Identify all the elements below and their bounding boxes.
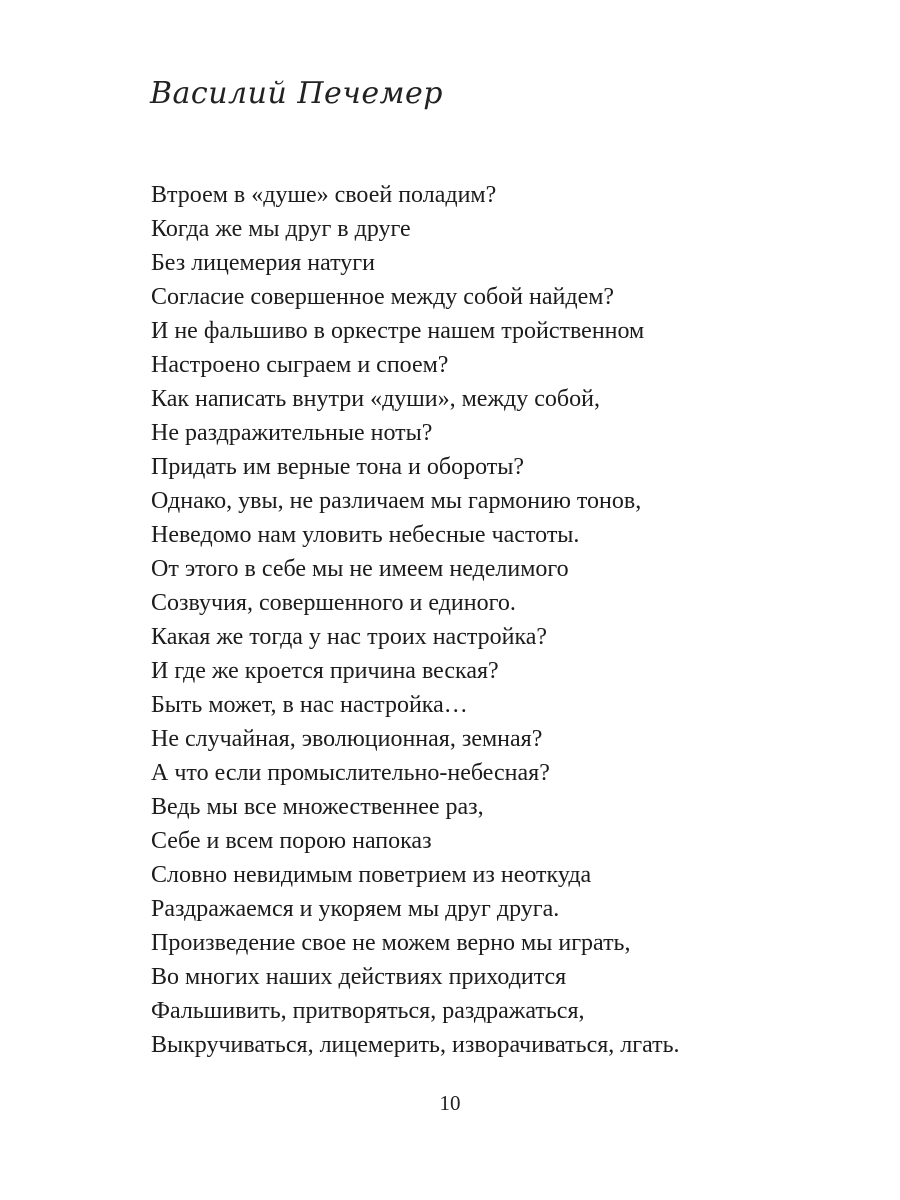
poem-line: Какая же тогда у нас троих настройка? [151, 624, 548, 650]
poem-line: И где же кроется причина веская? [151, 658, 499, 684]
poem-line: Настроено сыграем и споем? [151, 352, 449, 378]
poem-line: Неведомо нам уловить небесные частоты. [151, 522, 580, 548]
page-number: 10 [439, 1091, 461, 1115]
poem-line: Созвучия, совершенного и единого. [151, 590, 516, 616]
author-running-header: Василий Печемер [150, 76, 443, 111]
poem-line: Как написать внутри «души», между собой, [151, 386, 600, 412]
poem-line: Себе и всем порою напоказ [151, 828, 432, 854]
poem-line: Втроем в «душе» своей поладим? [151, 182, 497, 208]
poem-line: Не случайная, эволюционная, земная? [151, 726, 543, 752]
poem-line: А что если промыслительно-небесная? [151, 760, 550, 786]
poem-line: Ведь мы все множественнее раз, [151, 794, 484, 820]
poem-text [151, 178, 680, 1062]
poem-line: Согласие совершенное между собой найдем? [151, 284, 615, 310]
poem-line: Во многих наших действиях приходится [151, 964, 567, 990]
poem-line: И не фальшиво в оркестре нашем тройственном [151, 318, 645, 344]
poem-line: Словно невидимым поветрием из неоткуда [151, 862, 592, 888]
poem-line: Выкручиваться, лицемерить, изворачиваться, лгать. [151, 1032, 680, 1058]
poem-line: Фальшивить, притворяться, раздражаться, [151, 998, 585, 1024]
poem-line: Быть может, в нас настройка… [151, 692, 468, 718]
poem-line: Без лицемерия натуги [151, 250, 375, 276]
poem-line: Произведение свое не можем верно мы играть, [151, 930, 631, 956]
poem-line: Однако, увы, не различаем мы гармонию тонов, [151, 488, 642, 514]
poem-line: Не раздражительные ноты? [151, 420, 433, 446]
poem-line: Когда же мы друг в друге [151, 216, 411, 242]
poem-line: Придать им верные тона и обороты? [151, 454, 525, 480]
poem-line: От этого в себе мы не имеем неделимого [151, 556, 569, 582]
poem-line: Раздражаемся и укоряем мы друг друга. [151, 896, 560, 922]
